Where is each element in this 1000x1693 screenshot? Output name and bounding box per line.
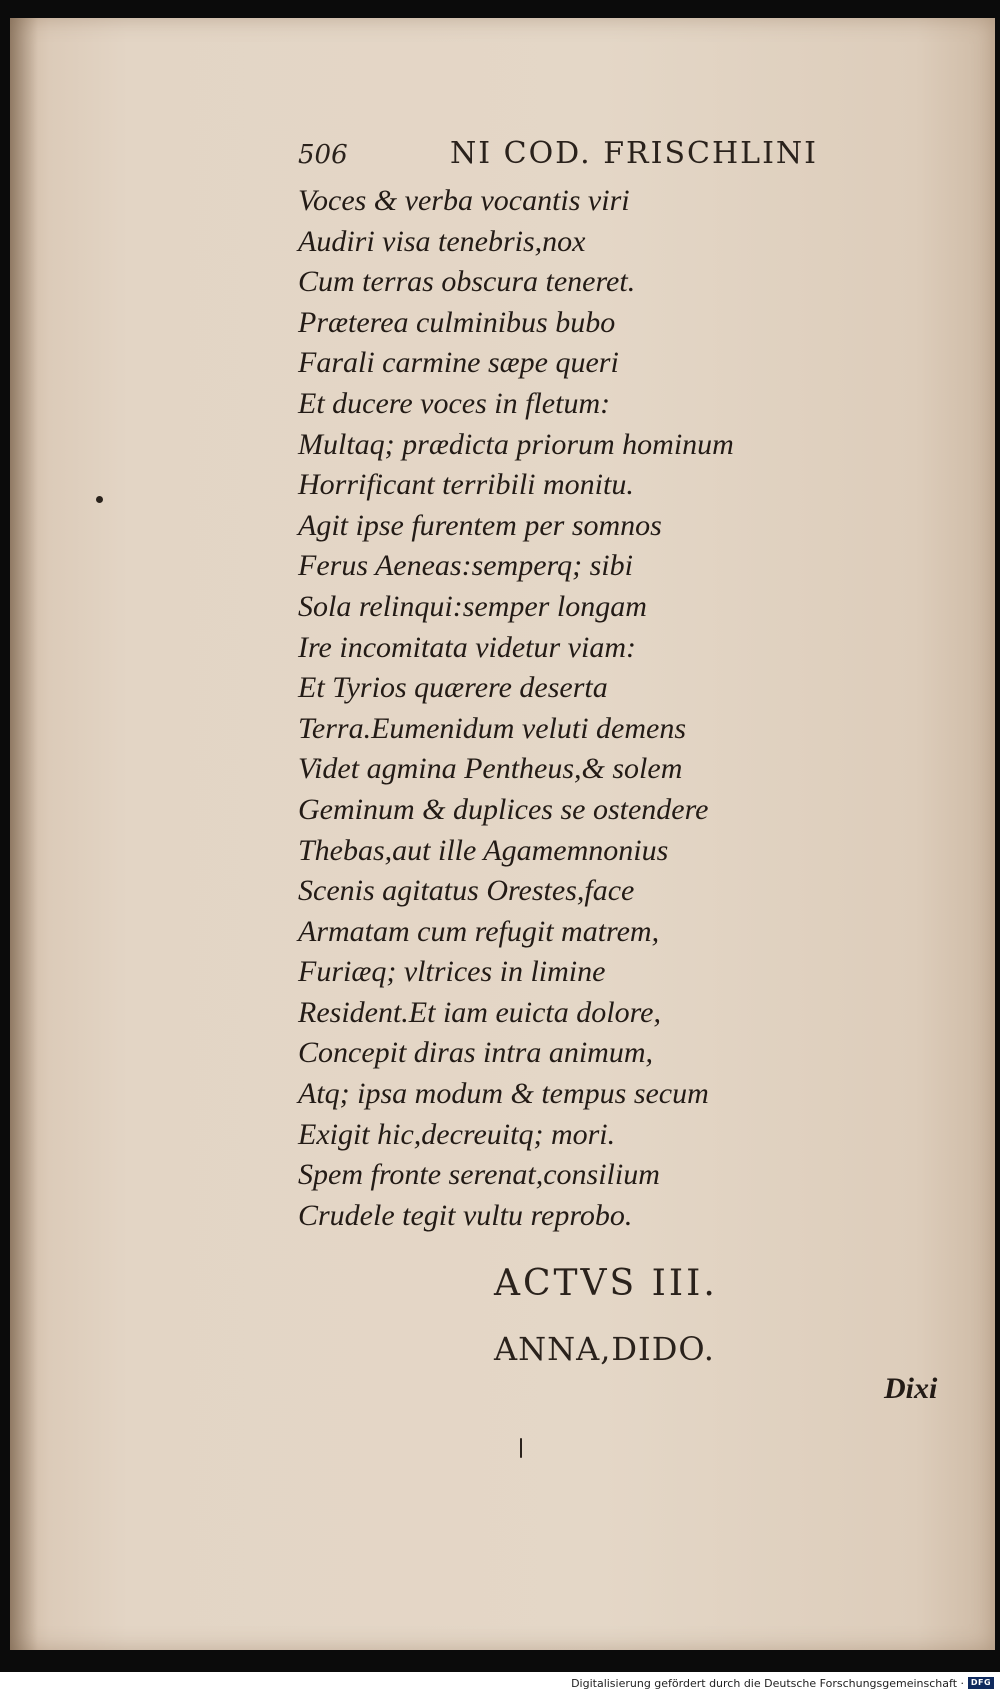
verse-line: Et Tyrios quærere deserta <box>298 671 608 705</box>
verse-line: Horrificant terribili monitu. <box>298 468 634 502</box>
book-page <box>10 18 995 1650</box>
act-characters: ANNA,DIDO. <box>494 1330 715 1368</box>
verse-line: Videt agmina Pentheus,& solem <box>298 752 683 786</box>
page-gutter-shadow <box>10 18 38 1650</box>
running-title: NI COD. FRISCHLINI <box>450 136 819 171</box>
verse-line: Ire incomitata videtur viam: <box>298 630 636 664</box>
verse-line: Et ducere voces in fletum: <box>298 386 611 420</box>
verse-line: Multaq; prædicta priorum hominum <box>298 427 734 461</box>
verse-line: Cum terras obscura teneret. <box>298 265 636 299</box>
verse-line: Crudele tegit vultu reprobo. <box>298 1198 633 1232</box>
verse-line: Resident.Et iam euicta dolore, <box>298 995 661 1029</box>
act-heading: ACTVS III. <box>494 1263 718 1304</box>
verse-line: Præterea culminibus bubo <box>298 305 616 339</box>
verse-line: Scenis agitatus Orestes,face <box>298 874 635 908</box>
running-head <box>10 136 995 176</box>
verse-line: Agit ipse furentem per somnos <box>298 508 662 542</box>
verse-line: Voces & verba vocantis viri <box>298 184 630 217</box>
page-number: 506 <box>298 140 348 170</box>
verse-line: Terra.Eumenidum veluti demens <box>298 711 687 745</box>
verse-line: Ferus Aeneas:semperq; sibi <box>298 549 633 583</box>
verse-line: Exigit hic,decreuitq; mori. <box>298 1117 616 1151</box>
verse-line: Spem fronte serenat,consilium <box>298 1158 660 1192</box>
footer-credit: Digitalisierung gefördert durch die Deutsche Forschungsgemeinschaft · <box>571 1676 964 1690</box>
verse-line: Geminum & duplices se ostendere <box>298 792 709 826</box>
verse-line: Concepit diras intra animum, <box>298 1036 654 1070</box>
verse-line: Furiæq; vltrices in limine <box>298 955 606 989</box>
ink-speck <box>96 496 103 503</box>
ink-speck <box>520 1438 522 1458</box>
verse-block <box>298 181 768 1236</box>
verse-line: Thebas,aut ille Agamemnonius <box>298 833 669 867</box>
verse-line: Armatam cum refugit matrem, <box>298 914 660 948</box>
verse-line: Sola relinqui:semper longam <box>298 589 647 623</box>
verse-line: Farali carmine sæpe queri <box>298 346 619 380</box>
catchword: Dixi <box>884 1372 938 1405</box>
dfg-logo-icon: DFG <box>968 1677 994 1689</box>
digitization-footer <box>0 1672 1000 1693</box>
verse-line: Audiri visa tenebris,nox <box>298 224 586 258</box>
verse-line: Atq; ipsa modum & tempus secum <box>298 1077 709 1111</box>
